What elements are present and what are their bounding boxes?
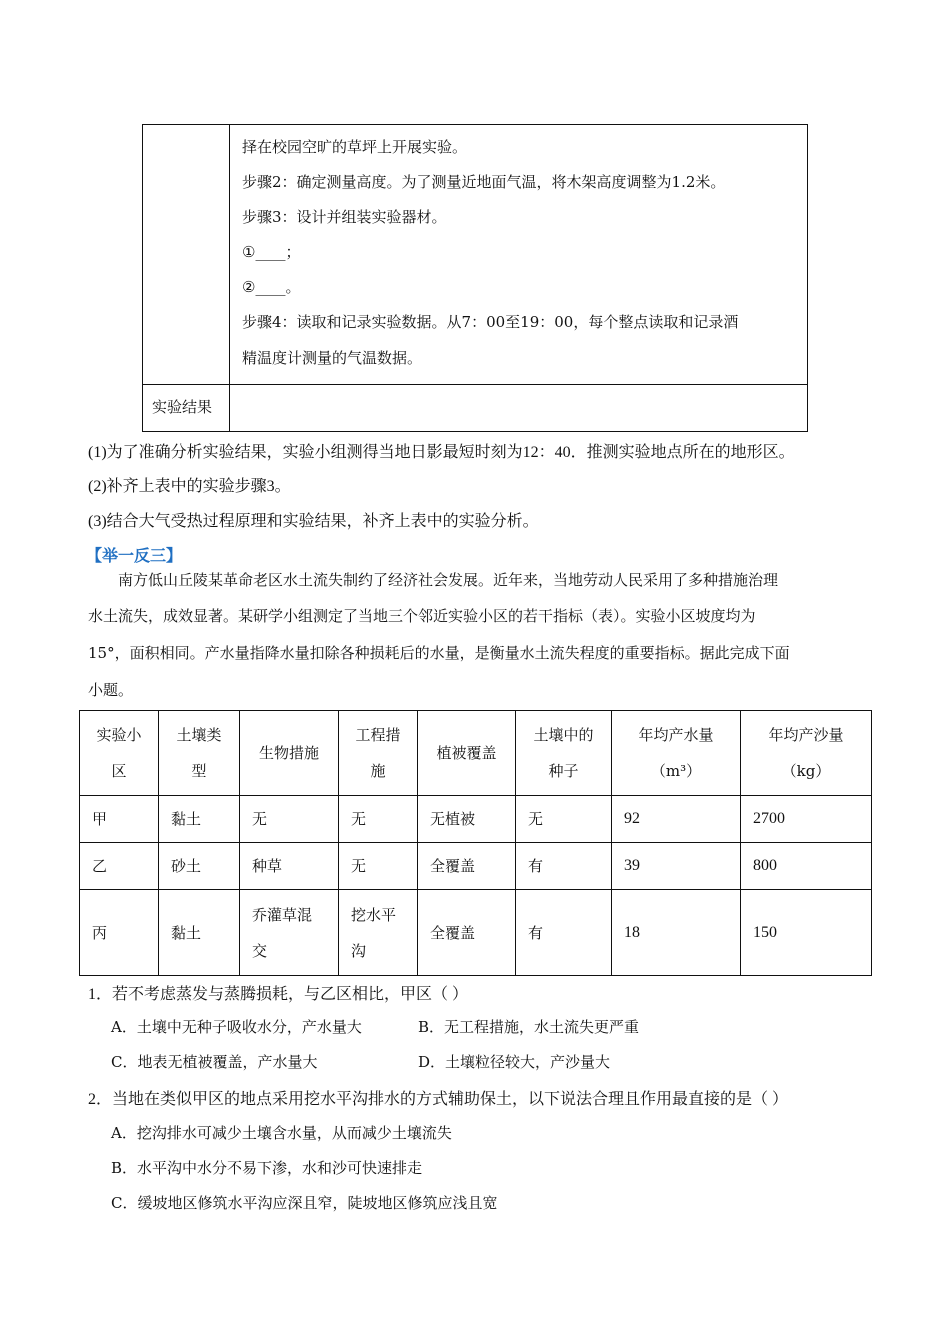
table-cell: 39 <box>612 843 741 890</box>
experiment-label-cell <box>143 125 230 385</box>
mc-question-2: 2．当地在类似甲区的地点采用挖水平沟排水的方式辅助保土，以下说法合理且作用最直接的是（ ） <box>88 1091 789 1108</box>
table-cell: 全覆盖 <box>418 843 516 890</box>
table-cell: 92 <box>612 796 741 843</box>
table-cell: 无 <box>240 796 339 843</box>
table-cell: 黏土 <box>159 890 240 976</box>
table-cell: 丙 <box>80 890 159 976</box>
result-label: 实验结果 <box>152 398 213 416</box>
intro-line: 15°，面积相同。产水量指降水量扣除各种损耗后的水量，是衡量水土流失程度的重要指标。据此完成下面 <box>88 644 790 662</box>
mc-option: A．挖沟排水可减少土壤含水量，从而减少土壤流失 <box>111 1124 452 1142</box>
table-row <box>80 843 872 890</box>
table-cell: 18 <box>612 890 741 976</box>
experiment-line: 步骤4：读取和记录实验数据。从7：00至19：00，每个整点读取和记录酒 <box>242 313 739 331</box>
table-cell: 乔灌草混 交 <box>240 890 339 976</box>
intro-line: 小题。 <box>88 681 134 699</box>
header-cell: 工程措 施 <box>339 711 418 796</box>
table-cell: 800 <box>741 843 872 890</box>
data-table <box>79 710 872 976</box>
mc-option: D．土壤粒径较大，产沙量大 <box>418 1053 611 1071</box>
table-cell: 种草 <box>240 843 339 890</box>
table-cell: 挖水平 沟 <box>339 890 418 976</box>
table-cell: 黏土 <box>159 796 240 843</box>
mc-option: C．地表无植被覆盖，产水量大 <box>111 1053 318 1071</box>
header-cell: 土壤类 型 <box>159 711 240 796</box>
table-cell: 乙 <box>80 843 159 890</box>
experiment-line: 择在校园空旷的草坪上开展实验。 <box>242 138 468 156</box>
result-value-cell <box>230 385 808 432</box>
table-row <box>80 890 872 976</box>
experiment-line: 精温度计测量的气温数据。 <box>242 349 423 367</box>
header-cell: 实验小 区 <box>80 711 159 796</box>
experiment-line: ②____。 <box>242 278 301 296</box>
table-row <box>80 796 872 843</box>
header-cell: 年均产水量 （m³） <box>612 711 741 796</box>
header-cell: 生物措施 <box>240 711 339 796</box>
experiment-line: 步骤2：确定测量高度。为了测量近地面气温，将木架高度调整为1.2米。 <box>242 173 726 191</box>
table-cell: 150 <box>741 890 872 976</box>
table-cell: 无植被 <box>418 796 516 843</box>
table-cell: 全覆盖 <box>418 890 516 976</box>
experiment-line: 步骤3：设计并组装实验器材。 <box>242 208 447 226</box>
table-cell: 有 <box>516 890 612 976</box>
table-cell: 有 <box>516 843 612 890</box>
mc-question-1: 1．若不考虑蒸发与蒸腾损耗，与乙区相比，甲区（ ） <box>88 986 469 1003</box>
header-cell: 土壤中的 种子 <box>516 711 612 796</box>
table-cell: 砂土 <box>159 843 240 890</box>
question-2: (2)补齐上表中的实验步骤3。 <box>88 478 291 495</box>
section-title: 【举一反三】 <box>86 546 183 565</box>
mc-option: B．水平沟中水分不易下渗，水和沙可快速排走 <box>111 1159 423 1177</box>
table-cell: 2700 <box>741 796 872 843</box>
question-3: (3)结合大气受热过程原理和实验结果，补齐上表中的实验分析。 <box>88 513 539 530</box>
intro-line: 水土流失，成效显著。某研学小组测定了当地三个邻近实验小区的若干指标（表）。实验小区坡度均为 <box>88 607 756 625</box>
header-cell: 植被覆盖 <box>418 711 516 796</box>
table-cell: 无 <box>339 796 418 843</box>
table-header-row <box>80 711 872 796</box>
table-cell: 甲 <box>80 796 159 843</box>
table-cell: 无 <box>339 843 418 890</box>
header-cell: 年均产沙量 （kg） <box>741 711 872 796</box>
experiment-line: ①____； <box>242 243 301 261</box>
experiment-steps-cell <box>230 125 808 385</box>
question-1: (1)为了准确分析实验结果，实验小组测得当地日影最短时刻为12：40．推测实验地点所在的地形区。 <box>88 444 795 461</box>
table-cell: 无 <box>516 796 612 843</box>
mc-option: B．无工程措施，水土流失更严重 <box>418 1018 640 1036</box>
intro-line: 南方低山丘陵某革命老区水土流失制约了经济社会发展。近年来，当地劳动人民采用了多种措施治理 <box>118 571 779 589</box>
mc-option: A．土壤中无种子吸收水分，产水量大 <box>111 1018 362 1036</box>
mc-option: C．缓坡地区修筑水平沟应深且窄，陡坡地区修筑应浅且宽 <box>111 1194 498 1212</box>
